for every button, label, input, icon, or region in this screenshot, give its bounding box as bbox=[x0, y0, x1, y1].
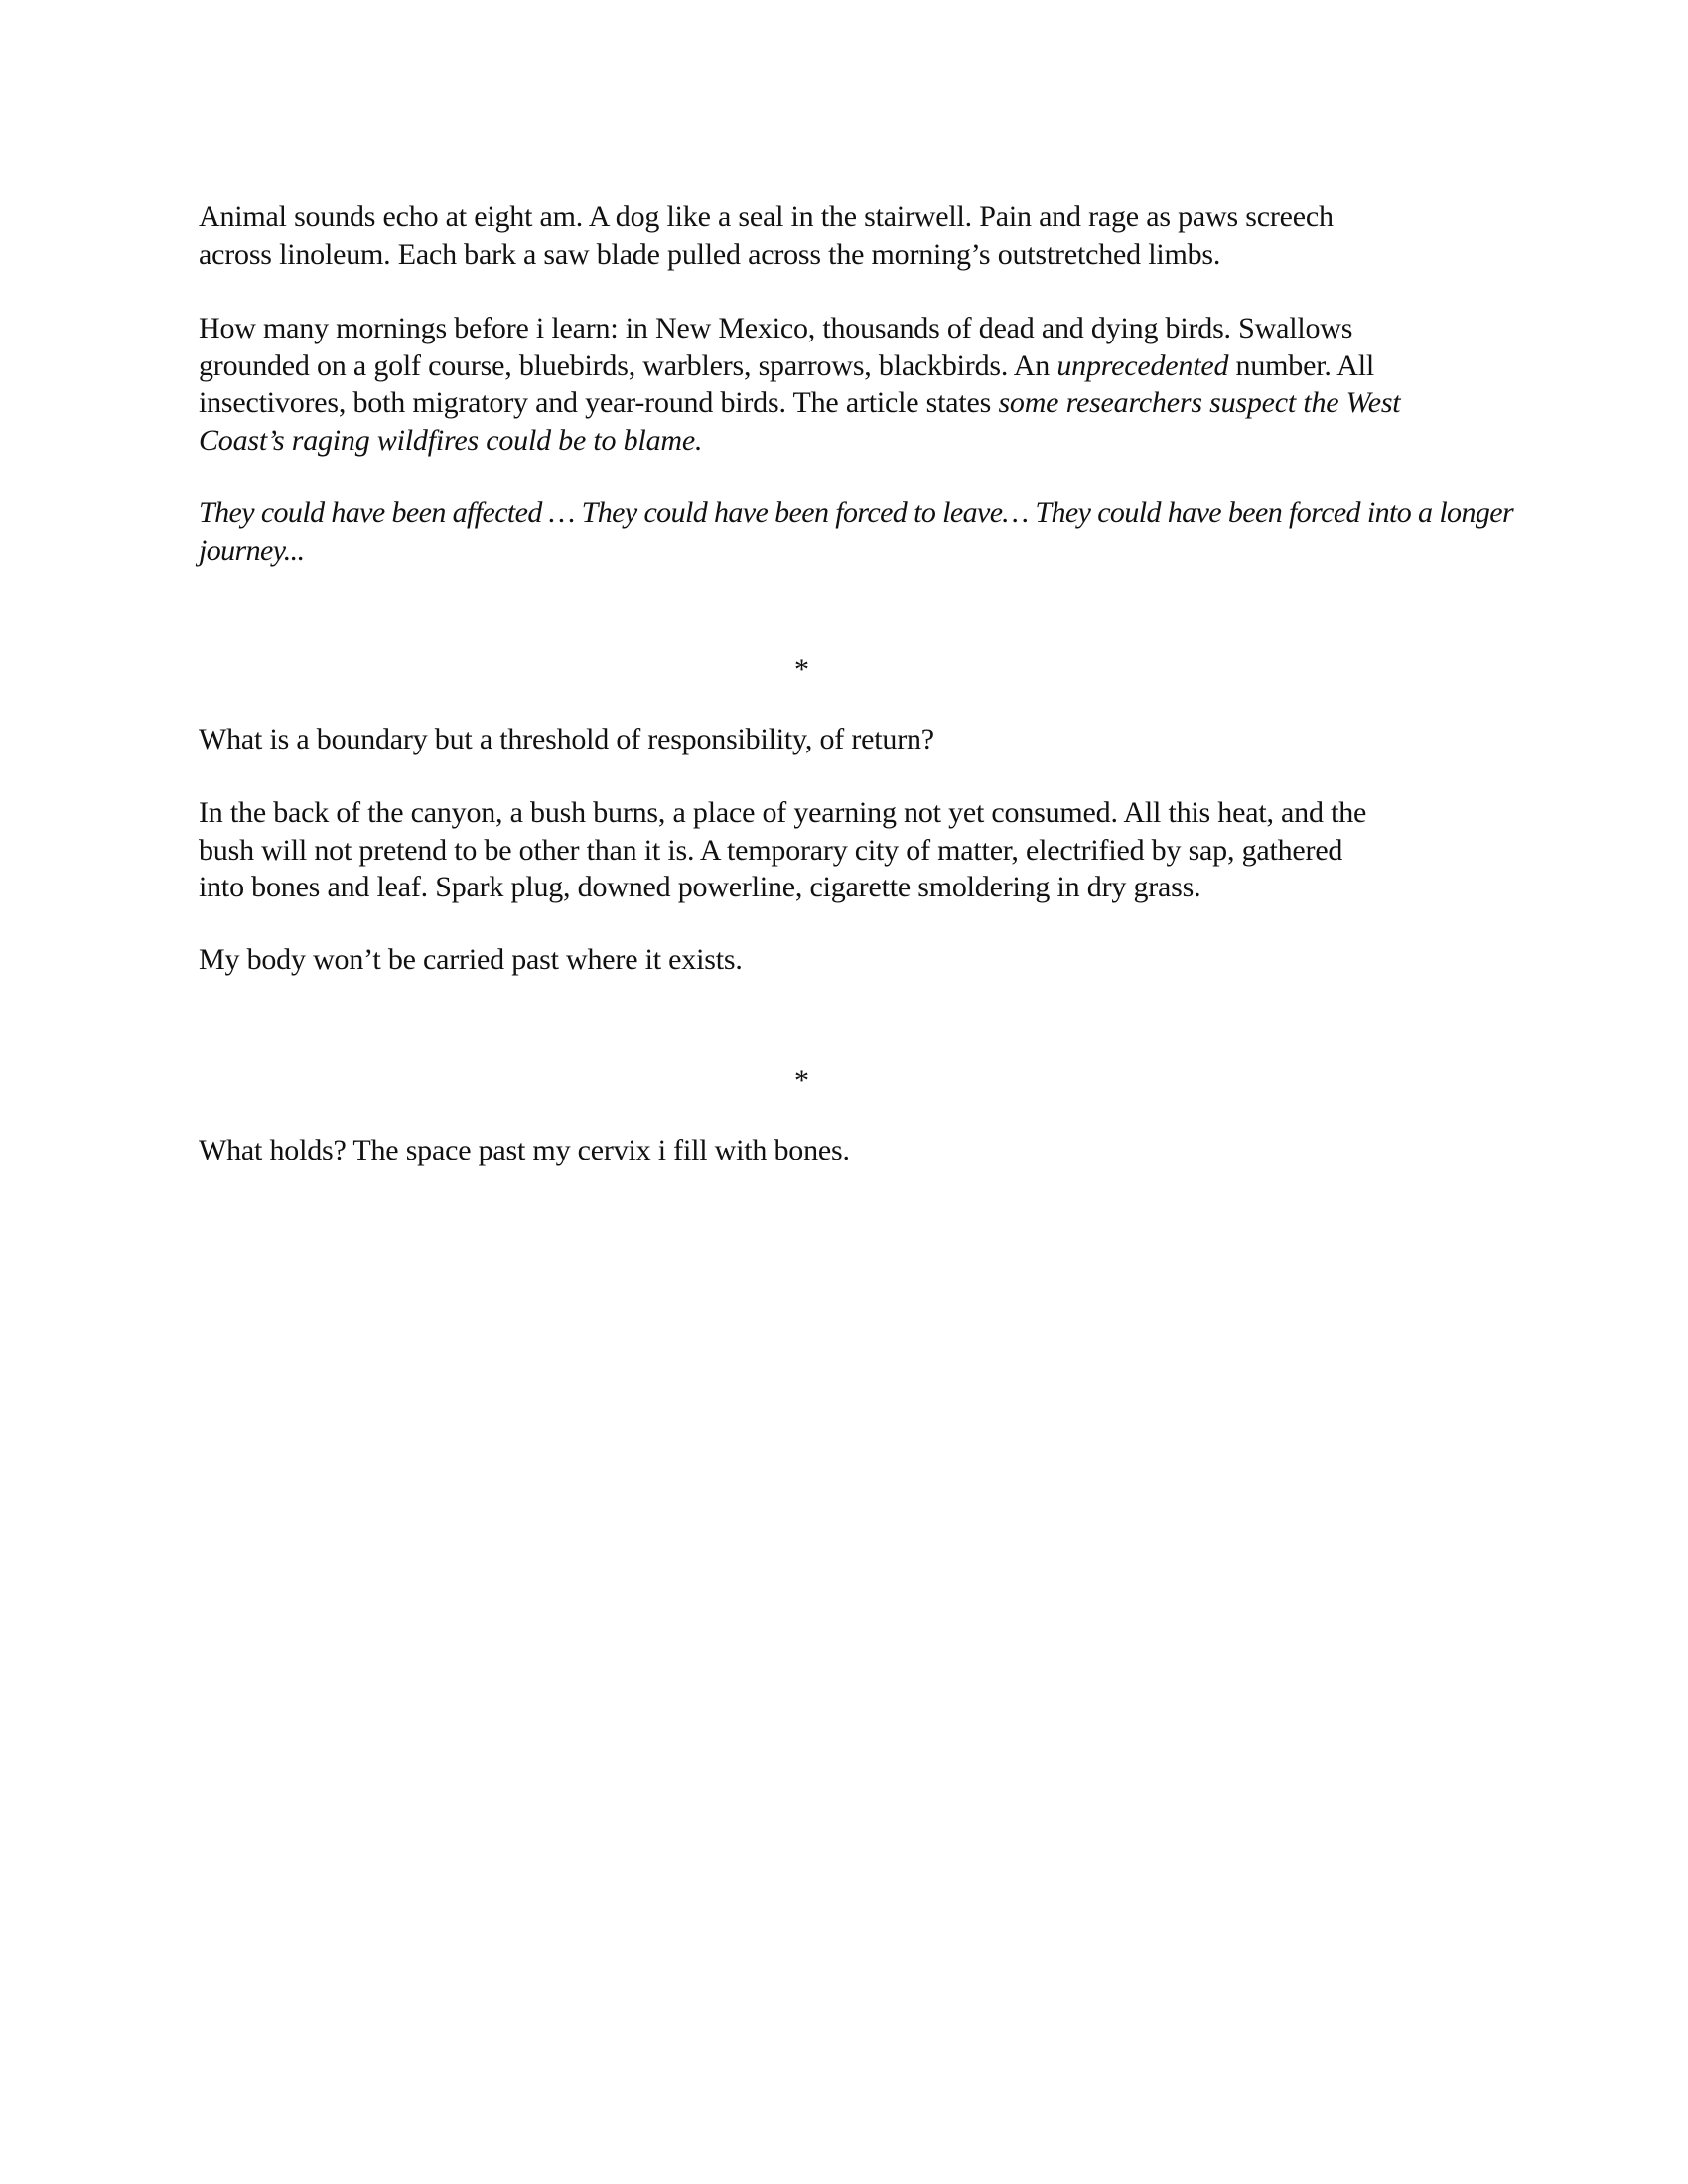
text-line: across linoleum. Each bark a saw blade pulled across the morning’s outstretched limbs. bbox=[199, 237, 1221, 271]
text-line: bush will not pretend to be other than it is. A temporary city of matter, electrified by sap, gathered bbox=[199, 833, 1343, 867]
section-separator-asterisk: * bbox=[794, 1064, 809, 1097]
paragraph-my-body bbox=[199, 941, 1489, 979]
text-run: grounded on a golf course, bluebirds, warblers, sparrows, blackbirds. An bbox=[199, 348, 1057, 382]
paragraph-animal-sounds bbox=[199, 199, 1489, 273]
text-line: My body won’t be carried past where it exists. bbox=[199, 943, 743, 976]
text-run: number. All bbox=[1228, 348, 1375, 382]
text-line: How many mornings before i learn: in New Mexico, thousands of dead and dying birds. Swallows bbox=[199, 312, 1353, 344]
text-line: journey... bbox=[199, 533, 305, 567]
paragraph-what-holds bbox=[199, 1132, 1489, 1169]
emphasis-text: unprecedented bbox=[1056, 348, 1229, 382]
paragraph-bush-burns bbox=[199, 794, 1489, 906]
quoted-italic-text: some researchers suspect the West bbox=[998, 386, 1401, 419]
text-line: What holds? The space past my cervix i fill with bones. bbox=[199, 1134, 850, 1166]
text-run: insectivores, both migratory and year-round birds. The article states bbox=[199, 386, 999, 419]
text-line bbox=[199, 384, 1489, 422]
text-line bbox=[199, 422, 1489, 460]
text-line: Animal sounds echo at eight am. A dog like a seal in the stairwell. Pain and rage as paws screech bbox=[199, 201, 1334, 233]
section-separator-asterisk: * bbox=[794, 653, 809, 686]
paragraph-italic-quote bbox=[199, 494, 1514, 569]
paragraph-new-mexico-birds bbox=[199, 310, 1489, 459]
paragraph-boundary-question bbox=[199, 721, 1489, 758]
text-line: into bones and leaf. Spark plug, downed powerline, cigarette smoldering in dry grass. bbox=[199, 871, 1201, 903]
text-line bbox=[199, 347, 1489, 385]
quoted-italic-text: Coast’s raging wildfires could be to blame. bbox=[199, 423, 703, 457]
text-line: In the back of the canyon, a bush burns, a place of yearning not yet consumed. All this heat, and the bbox=[199, 796, 1367, 829]
text-line: What is a boundary but a threshold of responsibility, of return? bbox=[199, 723, 934, 755]
text-line: They could have been affected … They could have been forced to leave… They could have been forced into a longer bbox=[199, 496, 1514, 529]
